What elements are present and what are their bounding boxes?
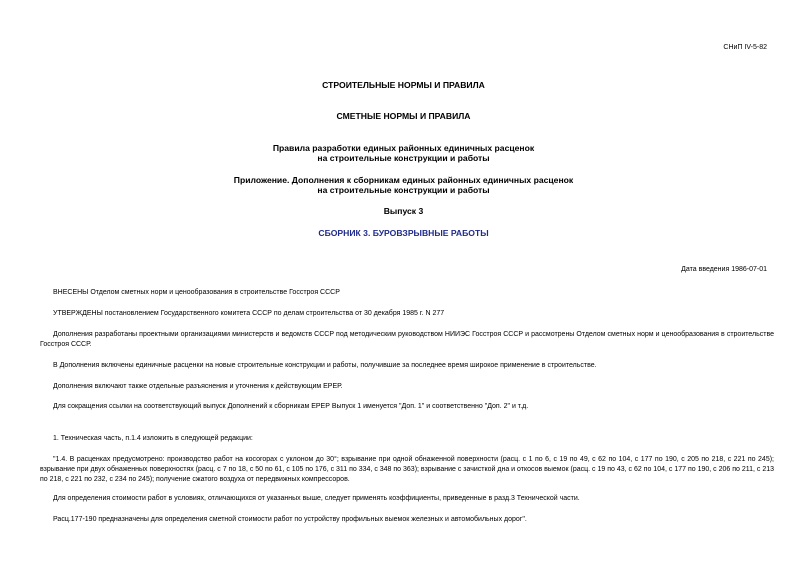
collection-title: СБОРНИК 3. БУРОВЗРЫВНЫЕ РАБОТЫ <box>318 228 489 238</box>
heading-construction-norms: СТРОИТЕЛЬНЫЕ НОРМЫ И ПРАВИЛА <box>322 80 485 90</box>
paragraph-approved: УТВЕРЖДЕНЫ постановлением Государственного комитета СССР по делам строительства от 30 декабря 1985 г. N 277 <box>53 310 445 317</box>
heading-appendix-line-2: на строительные конструкции и работы <box>317 185 490 195</box>
paragraph-developed: Дополнения разработаны проектными организациями министерств и ведомств СССР под методическим руководством НИИЭС Госстроя СССР и рассмотрены Отделом сметных норм и ценообразования в строительстве Госстроя СССР. <box>40 331 774 348</box>
paragraph-clarifications: Дополнения включают также отдельные разъяснения и уточнения к действующим ЕРЕР. <box>53 383 343 390</box>
heading-rules-line-1: Правила разработки единых районных единичных расценок <box>272 143 535 153</box>
paragraph-rates-177-190: Расц.177-190 предназначены для определения сметной стоимости работ по устройству профильных выемок железных и автомобильных дорог". <box>53 516 527 523</box>
paragraph-abbreviation: Для сокращения ссылки на соответствующий выпуск Дополнений к сборникам ЕРЕР Выпуск 1 именуется "Доп. 1" и соответственно "Доп. 2" и т.д. <box>53 403 529 410</box>
heading-appendix <box>0 175 807 195</box>
heading-rules-line-2: на строительные конструкции и работы <box>317 153 490 163</box>
paragraph-introduced: ВНЕСЕНЫ Отделом сметных норм и ценообразования в строительстве Госстроя СССР <box>53 289 340 296</box>
heading-estimate-norms: СМЕТНЫЕ НОРМЫ И ПРАВИЛА <box>336 111 471 121</box>
paragraph-included: В Дополнения включены единичные расценки на новые строительные конструкции и работы, получившие за последнее время широкое применение в строительстве. <box>53 362 597 369</box>
heading-rules <box>0 143 807 163</box>
paragraph-technical-part: 1. Техническая часть, п.1.4 изложить в следующей редакции: <box>53 435 253 442</box>
issue-number: Выпуск 3 <box>383 206 424 216</box>
document-code: СНиП IV-5-82 <box>723 44 767 51</box>
paragraph-coefficients: Для определения стоимости работ в условиях, отличающихся от указанных выше, следует применять коэффициенты, приведенные в разд.3 Технической части. <box>53 495 580 502</box>
date-of-introduction: Дата введения 1986-07-01 <box>681 266 767 273</box>
heading-appendix-line-1: Приложение. Дополнения к сборникам единых районных единичных расценок <box>233 175 574 185</box>
paragraph-item-1-4: "1.4. В расценках предусмотрено: производство работ на косогорах с уклоном до 30°; взрывание при одной обнаженной поверхности (расц. с 1 по 6, с 19 по 49, с 62 по 104, с 177 по 190, с 205 по 218, с 221 по 245); взрывание при двух обнаженных поверхностях (расц. с 7 по 18, с 50 по 61, с 105 по 176, с 311 по 334, с 348 по 363); взрывание с зачисткой дна и откосов выемок (расц. с 19 по 43, с 62 по 104, с 177 по 190, с 206 по 211, с 213 по 218, с 221 по 232, с 234 по 245); получение сжатого воздуха от передвижных компрессоров. <box>40 456 775 483</box>
